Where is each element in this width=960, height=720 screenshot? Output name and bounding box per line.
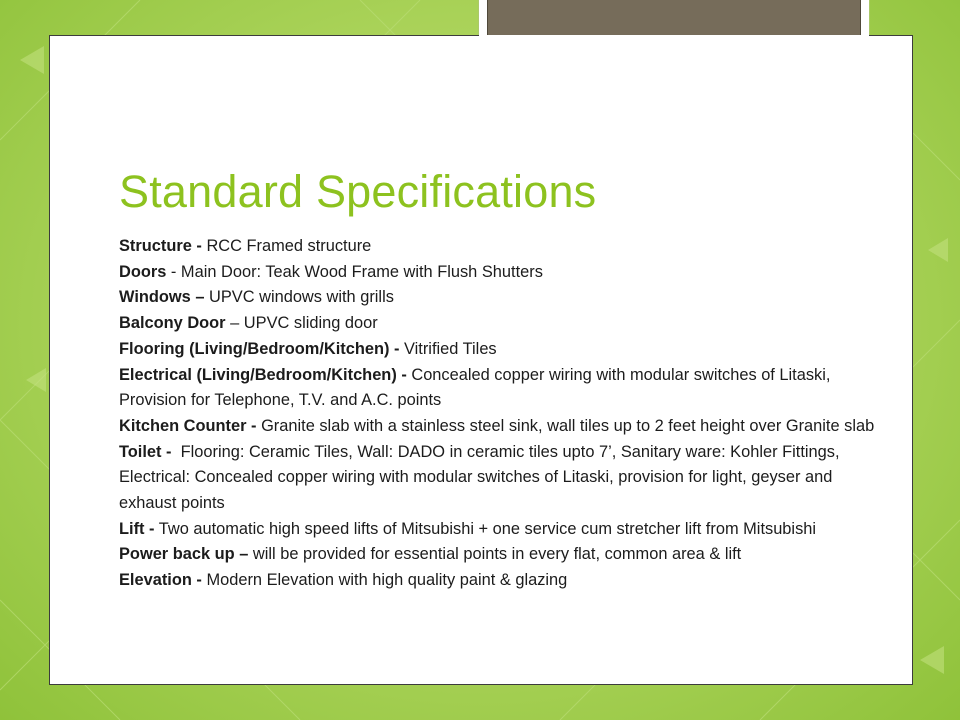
specifications-list — [119, 234, 879, 594]
spec-item-power-backup — [119, 542, 879, 568]
spec-item-flooring — [119, 337, 879, 363]
spec-item-kitchen-counter — [119, 414, 879, 440]
spec-item-structure — [119, 234, 879, 260]
spec-term: Kitchen Counter - — [119, 416, 257, 435]
spec-text: - Main Door: Teak Wood Frame with Flush Shutters — [170, 262, 543, 281]
spec-term: Electrical (Living/Bedroom/Kitchen) - — [119, 365, 407, 384]
spec-term: Doors — [119, 262, 167, 281]
spec-text: Concealed copper wiring with modular switches of Litaski, Provision for Telephone, T.V. and A.C. points — [119, 365, 831, 410]
spec-item-windows — [119, 285, 879, 311]
spec-item-toilet — [119, 440, 879, 517]
spec-item-elevation — [119, 568, 879, 594]
spec-term: Windows – — [119, 288, 205, 307]
spec-item-doors — [119, 260, 879, 286]
spec-text: UPVC windows with grills — [209, 288, 394, 307]
spec-term: Power back up – — [119, 545, 249, 564]
spec-text: – UPVC sliding door — [230, 314, 378, 333]
spec-text: RCC Framed structure — [206, 237, 372, 255]
spec-text: Vitrified Tiles — [404, 339, 497, 358]
tab-joint — [479, 35, 869, 37]
spec-text: Granite slab with a stainless steel sink, wall tiles up to 2 feet height over Granite slab — [261, 416, 875, 435]
slide-title: Standard Specifications — [119, 166, 597, 217]
spec-item-lift — [119, 517, 879, 543]
spec-term: Toilet - — [119, 442, 172, 461]
spec-term: Balcony Door — [119, 314, 226, 333]
spec-term: Flooring (Living/Bedroom/Kitchen) - — [119, 339, 400, 358]
spec-text: Modern Elevation with high quality paint & glazing — [206, 571, 568, 590]
spec-text: Two automatic high speed lifts of Mitsubishi + one service cum stretcher lift from Mitsubishi — [158, 519, 817, 538]
spec-item-electrical — [119, 363, 879, 414]
spec-text: will be provided for essential points in every flat, common area & lift — [252, 545, 742, 564]
spec-text: Flooring: Ceramic Tiles, Wall: DADO in ceramic tiles upto 7’, Sanitary ware: Kohler Fittings, Electrical: Concealed copper wiring with modular switches of Litaski, provision for light, geyser and exhaust points — [119, 442, 840, 513]
spec-term: Lift - — [119, 519, 155, 538]
spec-item-balcony-door — [119, 311, 879, 337]
spec-term: Elevation - — [119, 571, 202, 590]
spec-term: Structure - — [119, 237, 202, 255]
